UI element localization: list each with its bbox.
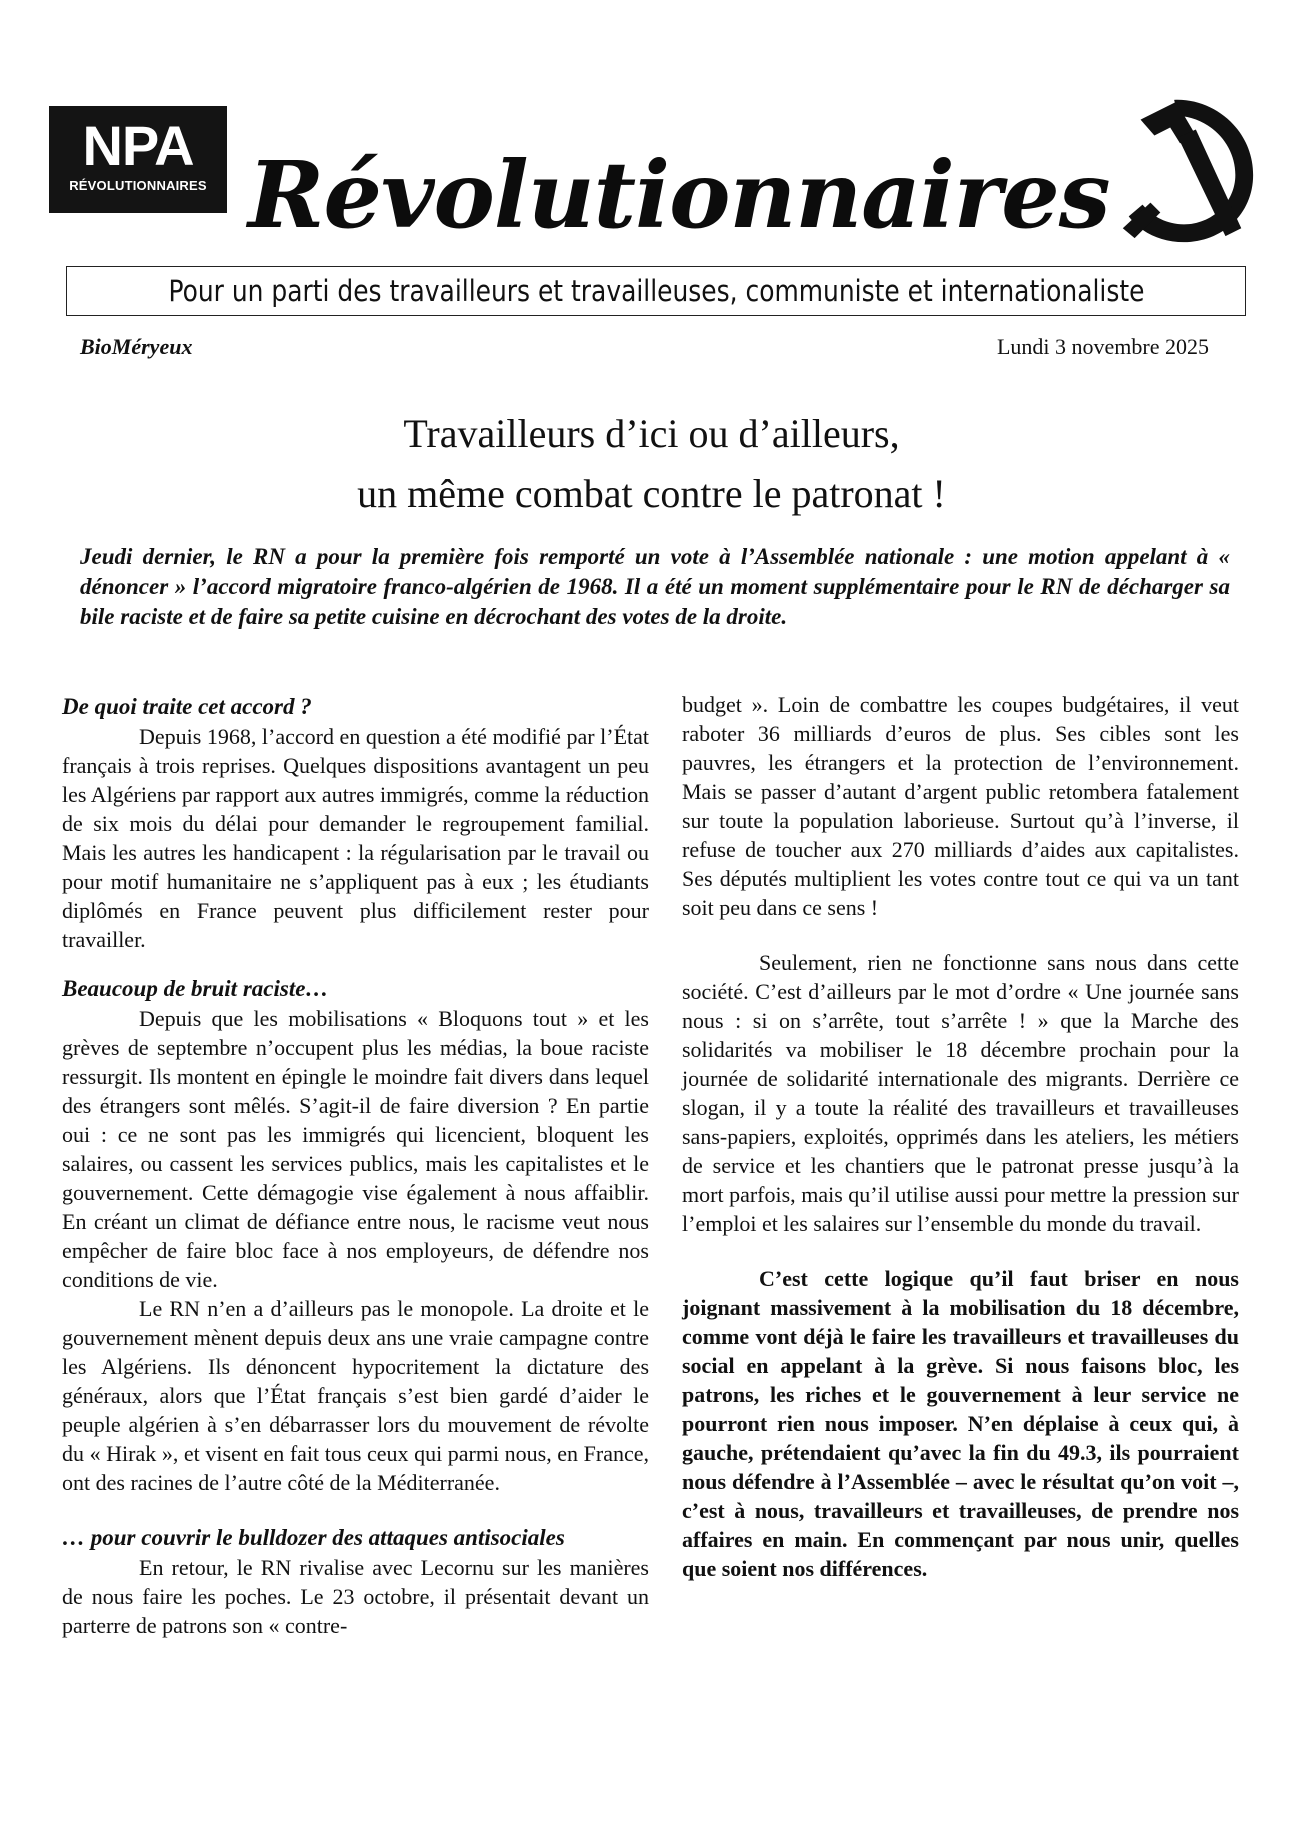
- section-heading: … pour couvrir le bulldozer des attaques antisociales: [62, 1525, 565, 1550]
- slogan-banner: [66, 266, 1246, 316]
- paragraph: Depuis que les mobilisations « Bloquons tout » et les grèves de septembre n’occupent plus les médias, la boue raciste ressurgit. Ils montent en épingle le moindre fait divers dans lequel des étrangers sont mêlés. S’agit-il de faire diversion ? En partie oui : ce ne sont pas les immigrés qui licencient, bloquent les salaires, ou cassent les services publics, mais les capitalistes et le gouvernement. Cette démagogie vise également à nous affaiblir. En créant un climat de défiance entre nous, le racisme veut nous empêcher de faire bloc face à nos employeurs, de défendre nos conditions de vie.: [62, 1006, 649, 1292]
- article-title-line2: un même combat contre le patronat !: [357, 471, 946, 516]
- logo-main-text: NPA: [82, 114, 194, 177]
- npa-logo: [49, 106, 227, 213]
- logo-sub-text: RÉVOLUTIONNAIRES: [69, 178, 207, 193]
- section-heading: Beaucoup de bruit raciste…: [62, 976, 329, 1001]
- right-column: [682, 690, 1239, 1583]
- paragraph: Seulement, rien ne fonctionne sans nous dans cette société. C’est d’ailleurs par le mot d’ordre « Une journée sans nous : si on s’arrête, tout s’arrête ! » que la Marche des solidarités va mobiliser le 18 décembre prochain pour la journée de solidarité internationale des migrants. Derrière ce slogan, il y a toute la réalité des travailleurs et travailleuses sans-papiers, exploités, opprimés dans les ateliers, les métiers de service et les chantiers que le patronat presse jusqu’à la mort parfois, mais qu’il utilise aussi pour mettre la pression sur l’emploi et les salaires sur l’ensemble du monde du travail.: [682, 950, 1239, 1236]
- article-lead: Jeudi dernier, le RN a pour la première fois remporté un vote à l’Assemblée nationale : une motion appelant à « dénoncer » l’accord migratoire franco-algérien de 1968. Il a été un moment supplémentaire pour le RN de décharger sa bile raciste et de faire sa petite cuisine en décrochant des votes de la droite.: [80, 544, 1230, 629]
- masthead-title: Révolutionnaires: [248, 141, 1110, 249]
- company-name: BioMéryeux: [80, 334, 193, 359]
- left-column: [62, 692, 649, 1640]
- paragraph: Le RN n’en a d’ailleurs pas le monopole. La droite et le gouvernement mènent depuis deux ans une vraie campagne contre les Algériens. Ils dénoncent hypocritement la dictature des généraux, alors que l’État français s’est bien gardé d’aider le peuple algérien à s’en débarrasser lors du mouvement de révolte du « Hirak », et visent en fait tous ceux qui parmi nous, en France, ont des racines de l’autre côté de la Méditerranée.: [62, 1296, 649, 1495]
- paragraph: En retour, le RN rivalise avec Lecornu sur les manières de nous faire les poches. Le 23 octobre, il présentait devant un parterre de patrons son « contre-: [62, 1555, 649, 1638]
- conclusion-paragraph: C’est cette logique qu’il faut briser en nous joignant massivement à la mobilisation du 18 décembre, comme vont déjà le faire les travailleurs et travailleuses du social en appelant à la grève. Si nous faisons bloc, les patrons, les riches et le gouvernement à leur service ne pourront rien nous imposer. N’en déplaise à ceux qui, à gauche, prétendaient qu’avec la fin du 49.3, ils pourraient nous défendre à l’Assemblée – avec le résultat qu’on voit –, c’est à nous, travailleurs et travailleuses, de prendre nos affaires en main. En commençant par nous unir, quelles que soient nos différences.: [682, 1266, 1239, 1581]
- issue-date: Lundi 3 novembre 2025: [996, 334, 1209, 359]
- section-heading: De quoi traite cet accord ?: [62, 694, 312, 719]
- paragraph: Depuis 1968, l’accord en question a été modifié par l’État français à trois reprises. Quelques dispositions avantagent un peu les Algériens par rapport aux autres immigrés, comme la réduction de six mois du délai pour demander le regroupement familial. Mais les autres les handicapent : la régularisation par le travail ou pour motif humanitaire ne s’appliquent pas à eux ; les étudiants diplômés en France peuvent plus difficilement rester pour travailler.: [62, 724, 649, 952]
- hammer-and-sickle-icon: [1105, 92, 1263, 250]
- slogan-text: Pour un parti des travailleurs et travailleuses, communiste et internationaliste: [167, 274, 1145, 308]
- article-title-line1: Travailleurs d’ici ou d’ailleurs,: [403, 411, 900, 456]
- paragraph: budget ». Loin de combattre les coupes budgétaires, il veut raboter 36 milliards d’euros de plus. Ses cibles sont les pauvres, les étrangers et la protection de l’environnement. Mais se passer d’autant d’argent public retombera fatalement sur toute la population laborieuse. Surtout qu’à l’inverse, il refuse de toucher aux 270 milliards d’aides aux capitalistes. Ses députés multiplient les votes contre tout ce qui va un tant soit peu dans ce sens !: [682, 692, 1239, 920]
